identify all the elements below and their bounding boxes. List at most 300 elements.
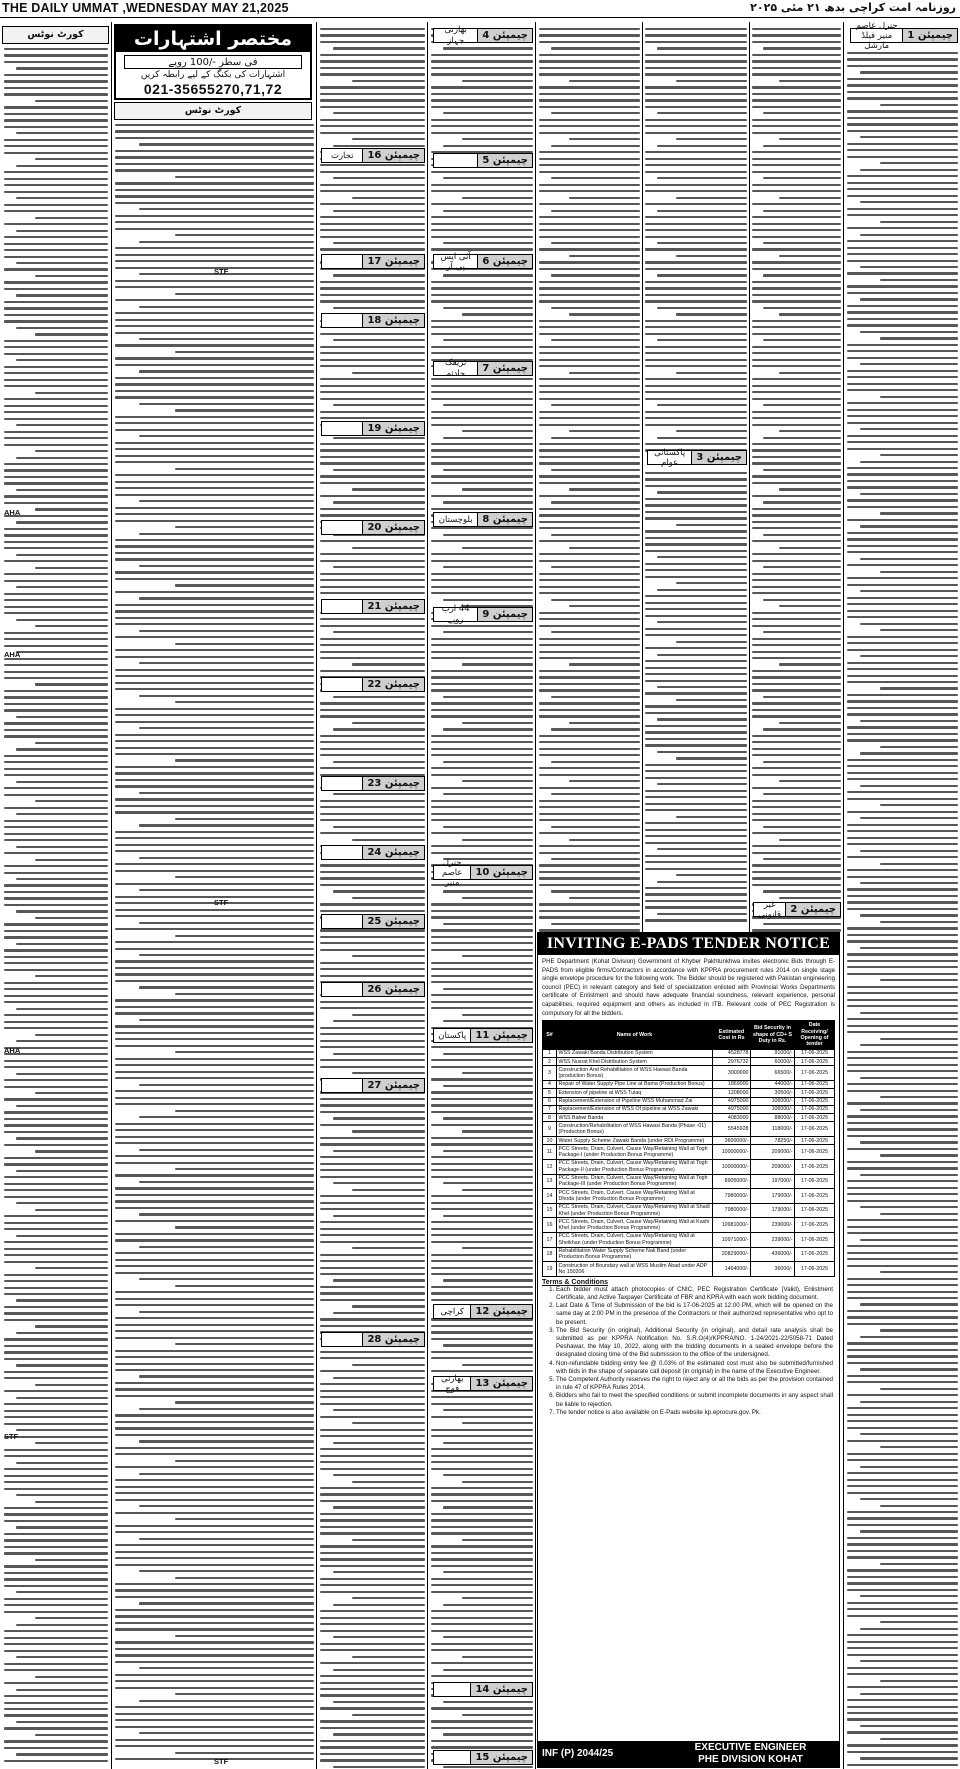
text-line <box>763 145 841 147</box>
text-line <box>752 352 841 354</box>
text-line <box>4 1060 108 1062</box>
table-cell: 106000/- <box>751 1097 795 1105</box>
text-line <box>16 651 108 653</box>
heading-number: چیمپئن 20 <box>362 521 424 534</box>
text-line <box>645 359 747 361</box>
text-line <box>569 197 640 199</box>
text-line <box>16 1299 108 1301</box>
text-line <box>645 537 747 539</box>
text-line <box>320 1104 425 1106</box>
text-line <box>16 1624 108 1626</box>
text-line <box>115 442 314 444</box>
text-line <box>16 1364 108 1366</box>
text-line <box>115 850 314 852</box>
heading-keyword: پاکستان <box>438 1030 467 1041</box>
table-cell: 11 <box>543 1145 557 1160</box>
text-line <box>847 791 958 793</box>
text-line <box>115 1395 314 1397</box>
text-line <box>320 806 425 808</box>
text-line <box>4 1740 108 1742</box>
text-line <box>320 1578 425 1580</box>
text-line <box>115 1162 314 1164</box>
text-line <box>431 1299 533 1301</box>
text-line <box>462 1014 533 1016</box>
text-line <box>115 1719 314 1721</box>
text-line <box>752 346 841 348</box>
text-line <box>847 1731 958 1733</box>
text-line <box>4 431 108 433</box>
text-line <box>763 339 841 341</box>
text-line <box>35 975 108 977</box>
news-heading <box>433 1373 533 1394</box>
text-line <box>139 986 314 988</box>
text-line <box>752 579 841 581</box>
text-line <box>4 106 108 108</box>
text-line <box>115 688 314 690</box>
text-line <box>431 735 533 737</box>
text-line <box>4 346 108 348</box>
text-line <box>431 320 533 322</box>
terms-list <box>538 1286 839 1417</box>
table-cell: 10000000/- <box>713 1159 751 1174</box>
text-line <box>539 417 640 419</box>
text-line <box>860 1595 958 1597</box>
text-line <box>645 919 747 921</box>
text-line <box>115 1512 314 1514</box>
text-line <box>431 1098 533 1100</box>
text-line <box>860 1109 958 1111</box>
text-line <box>115 1317 314 1319</box>
text-line <box>4 61 108 63</box>
text-line <box>539 34 640 36</box>
text-line <box>847 869 958 871</box>
text-line <box>431 1059 533 1061</box>
text-line <box>4 256 108 258</box>
text-line <box>847 999 958 1001</box>
text-line <box>139 306 314 308</box>
text-line <box>752 365 841 367</box>
text-line <box>645 171 747 173</box>
text-line <box>352 663 426 665</box>
text-line <box>847 1135 958 1137</box>
text-line <box>4 1513 108 1515</box>
text-line <box>847 577 958 579</box>
text-line <box>16 521 108 523</box>
text-line <box>320 1046 425 1048</box>
text-line <box>645 796 747 798</box>
text-line <box>115 396 314 398</box>
text-line <box>539 514 640 516</box>
text-line <box>539 903 640 905</box>
text-line <box>115 1648 314 1650</box>
text-line <box>539 586 640 588</box>
text-line <box>551 339 640 341</box>
text-line <box>431 689 533 691</box>
text-line <box>320 1455 425 1457</box>
text-line <box>539 248 640 250</box>
table-cell: Extension of pipeline at WSS Tulaq <box>557 1089 713 1097</box>
text-line <box>880 104 958 106</box>
text-line <box>676 255 747 257</box>
text-line <box>320 41 425 43</box>
table-cell: PCC Streets, Drain, Culvert, Cause Way/Retaining Wall at Dhoda (under Production Bonus Programme) <box>557 1189 713 1204</box>
text-line <box>860 493 958 495</box>
text-line <box>320 398 425 400</box>
text-line <box>763 826 841 828</box>
text-line <box>35 1034 108 1036</box>
text-line <box>847 1569 958 1571</box>
text-line <box>431 86 533 88</box>
text-line <box>539 385 640 387</box>
text-line <box>645 530 747 532</box>
text-line <box>431 333 533 335</box>
text-line <box>431 651 533 653</box>
text-line <box>115 960 314 962</box>
text-line <box>847 58 958 60</box>
text-line <box>4 787 108 789</box>
text-line <box>676 874 747 876</box>
news-heading <box>433 857 533 888</box>
text-line <box>115 973 314 975</box>
text-line <box>431 975 533 977</box>
text-line <box>139 1149 314 1151</box>
text-line <box>320 1195 425 1197</box>
text-line <box>320 553 425 555</box>
text-line <box>320 968 425 970</box>
text-line <box>860 1433 958 1435</box>
text-line <box>4 956 108 958</box>
news-heading <box>321 599 425 614</box>
text-line <box>115 1369 314 1371</box>
table-cell: Water Supply Scheme Zawaki Banda (under RDI Programme) <box>557 1137 713 1145</box>
text-line <box>115 1330 314 1332</box>
text-line <box>645 54 747 56</box>
text-line <box>333 1053 425 1055</box>
masthead <box>0 0 960 18</box>
text-line <box>320 540 425 542</box>
text-line <box>847 389 958 391</box>
text-line <box>847 480 958 482</box>
table-cell: 2976732 <box>713 1058 751 1066</box>
text-line <box>847 1193 958 1195</box>
text-line <box>763 177 841 179</box>
text-line <box>847 1102 958 1104</box>
text-line <box>860 655 958 657</box>
text-line <box>847 895 958 897</box>
text-line <box>4 1488 108 1490</box>
text-line <box>645 705 747 707</box>
text-line <box>847 1375 958 1377</box>
text-line <box>4 820 108 822</box>
text-line <box>320 1202 425 1204</box>
text-line <box>657 654 747 656</box>
table-cell: 17-06-2025 <box>795 1218 835 1233</box>
text-line <box>645 333 747 335</box>
text-line <box>443 1766 533 1768</box>
text-line <box>431 385 533 387</box>
text-line <box>4 1663 108 1665</box>
text-line <box>139 565 314 567</box>
text-line <box>551 177 640 179</box>
table-cell: 5545928 <box>713 1122 751 1137</box>
text-line <box>431 1286 533 1288</box>
table-cell: 197000/- <box>751 1174 795 1189</box>
text-line <box>139 889 314 891</box>
text-line <box>431 67 533 69</box>
text-line <box>443 1344 533 1346</box>
text-line <box>175 1226 314 1228</box>
table-cell: 179000/- <box>751 1189 795 1204</box>
text-line <box>320 1299 425 1301</box>
text-line <box>4 119 108 121</box>
text-line <box>333 437 425 439</box>
text-line <box>333 826 425 828</box>
text-line <box>431 754 533 756</box>
text-line <box>847 1453 958 1455</box>
text-line <box>847 415 958 417</box>
heading-number: چیمپئن 5 <box>477 154 532 167</box>
text-line <box>175 1285 314 1287</box>
text-line <box>115 1680 314 1682</box>
text-line <box>431 527 533 529</box>
text-line <box>16 359 108 361</box>
table-cell: 4975000 <box>713 1105 751 1113</box>
text-line <box>443 1085 533 1087</box>
text-line <box>847 1420 958 1422</box>
text-line <box>752 229 841 231</box>
text-line <box>320 651 425 653</box>
text-line <box>4 1157 108 1159</box>
text-line <box>16 1689 108 1691</box>
text-line <box>752 702 841 704</box>
text-line <box>847 402 958 404</box>
text-line <box>431 1066 533 1068</box>
text-line <box>860 947 958 949</box>
text-line <box>431 1649 533 1651</box>
text-line <box>320 1241 425 1243</box>
text-line <box>443 47 533 49</box>
text-line <box>320 1513 425 1515</box>
text-line <box>4 444 108 446</box>
text-line <box>847 1764 958 1766</box>
text-line <box>4 1248 108 1250</box>
text-line <box>551 437 640 439</box>
text-line <box>860 201 958 203</box>
text-line <box>431 638 533 640</box>
text-line <box>4 385 108 387</box>
news-heading <box>321 520 425 535</box>
text-line <box>139 857 314 859</box>
text-line <box>4 1546 108 1548</box>
text-line <box>752 618 841 620</box>
text-line <box>115 344 314 346</box>
heading-number: چیمپئن 4 <box>477 29 532 42</box>
text-line <box>539 203 640 205</box>
text-line <box>645 504 747 506</box>
text-line <box>847 441 958 443</box>
text-line <box>763 923 841 925</box>
text-line <box>539 365 640 367</box>
news-column-3 <box>643 22 749 932</box>
text-line <box>847 733 958 735</box>
text-line <box>4 1280 108 1282</box>
text-line <box>115 1414 314 1416</box>
text-line <box>847 1005 958 1007</box>
table-cell: 17-06-2025 <box>795 1097 835 1105</box>
text-line <box>115 383 314 385</box>
text-line <box>847 551 958 553</box>
text-line <box>4 1066 108 1068</box>
text-line <box>333 1506 425 1508</box>
text-line <box>115 1090 314 1092</box>
text-line <box>539 443 640 445</box>
text-line <box>4 1578 108 1580</box>
text-line <box>115 260 314 262</box>
text-line <box>320 1584 425 1586</box>
text-line <box>752 689 841 691</box>
text-line <box>847 1200 958 1202</box>
text-line <box>333 1636 425 1638</box>
text-line <box>551 145 640 147</box>
text-line <box>645 628 747 630</box>
text-line <box>4 606 108 608</box>
text-line <box>847 1115 958 1117</box>
text-line <box>847 888 958 890</box>
term-item: 4. Non-refundable bidding entry fee @ 0.03% of the estimated cost must also be submitted/furnished with bids in the shape of separate call deposit (in original) in the name of the Executive Engineer. <box>556 1360 833 1376</box>
text-line <box>431 281 533 283</box>
text-line <box>880 1388 958 1390</box>
text-line <box>4 638 108 640</box>
text-line <box>847 292 958 294</box>
text-line <box>115 228 314 230</box>
text-line <box>551 599 640 601</box>
table-cell: 4083000 <box>713 1114 751 1122</box>
text-line <box>115 156 314 158</box>
text-line <box>752 540 841 542</box>
text-line <box>443 210 533 212</box>
text-line <box>860 1757 958 1759</box>
text-line <box>4 418 108 420</box>
text-line <box>431 1241 533 1243</box>
text-line <box>880 1621 958 1623</box>
text-line <box>539 106 640 108</box>
text-line <box>676 197 747 199</box>
text-line <box>4 982 108 984</box>
text-line <box>320 1643 425 1645</box>
text-line <box>115 591 314 593</box>
text-line <box>115 1564 314 1566</box>
table-cell: 17-06-2025 <box>795 1189 835 1204</box>
text-line <box>115 1382 314 1384</box>
text-line <box>539 391 640 393</box>
text-line <box>35 1267 108 1269</box>
text-line <box>752 462 841 464</box>
text-line <box>320 1001 425 1003</box>
text-line <box>115 1726 314 1728</box>
text-line <box>16 262 108 264</box>
text-line <box>431 1267 533 1269</box>
text-line <box>763 112 841 114</box>
text-line <box>333 404 425 406</box>
text-line <box>847 1064 958 1066</box>
text-line <box>539 910 640 912</box>
text-line <box>431 1513 533 1515</box>
text-line <box>4 398 108 400</box>
text-line <box>4 897 108 899</box>
text-line <box>115 1486 314 1488</box>
table-cell: 17-06-2025 <box>795 1247 835 1262</box>
text-line <box>431 994 533 996</box>
text-line <box>320 119 425 121</box>
text-line <box>431 942 533 944</box>
text-line <box>115 130 314 132</box>
text-line <box>539 333 640 335</box>
text-line <box>860 169 958 171</box>
text-line <box>752 573 841 575</box>
text-line <box>779 138 841 140</box>
text-line <box>320 365 425 367</box>
text-line <box>4 709 108 711</box>
text-line <box>115 189 314 191</box>
table-cell: 6 <box>543 1097 557 1105</box>
text-line <box>847 285 958 287</box>
text-line <box>657 621 747 623</box>
text-line <box>115 1058 314 1060</box>
text-line <box>352 722 426 724</box>
table-row <box>543 1066 835 1081</box>
text-line <box>35 1150 108 1152</box>
text-line <box>320 709 425 711</box>
text-line <box>333 242 425 244</box>
text-line <box>352 197 426 199</box>
text-line <box>880 1505 958 1507</box>
table-cell: 1 <box>543 1049 557 1057</box>
text-line <box>645 770 747 772</box>
text-line <box>539 236 640 238</box>
text-line <box>431 424 533 426</box>
text-line <box>443 145 533 147</box>
text-line <box>115 915 314 917</box>
text-line <box>320 99 425 101</box>
text-line <box>16 1073 108 1075</box>
text-line <box>847 584 958 586</box>
text-line <box>16 619 108 621</box>
text-line <box>539 813 640 815</box>
text-line <box>847 1187 958 1189</box>
text-line <box>443 1150 533 1152</box>
text-line <box>320 903 425 905</box>
text-line <box>320 229 425 231</box>
text-line <box>752 884 841 886</box>
text-line <box>431 294 533 296</box>
text-line <box>676 372 747 374</box>
text-line <box>431 1111 533 1113</box>
text-line <box>431 819 533 821</box>
text-line <box>847 739 958 741</box>
text-line <box>847 603 958 605</box>
text-line <box>431 1707 533 1709</box>
text-line <box>847 675 958 677</box>
text-line <box>539 832 640 834</box>
text-line <box>752 320 841 322</box>
text-line <box>320 1163 425 1165</box>
text-line <box>431 398 533 400</box>
term-item: 1. Each bidder must attach photocopies of CNIC, PEC Registration Certificate (Valid), Enlistment Certificate, and Active Taxpayer Certificate of FBR and KPRA with each work bidding document. <box>556 1286 833 1302</box>
text-line <box>569 80 640 82</box>
text-line <box>443 1636 533 1638</box>
text-line <box>763 404 841 406</box>
text-line <box>320 495 425 497</box>
